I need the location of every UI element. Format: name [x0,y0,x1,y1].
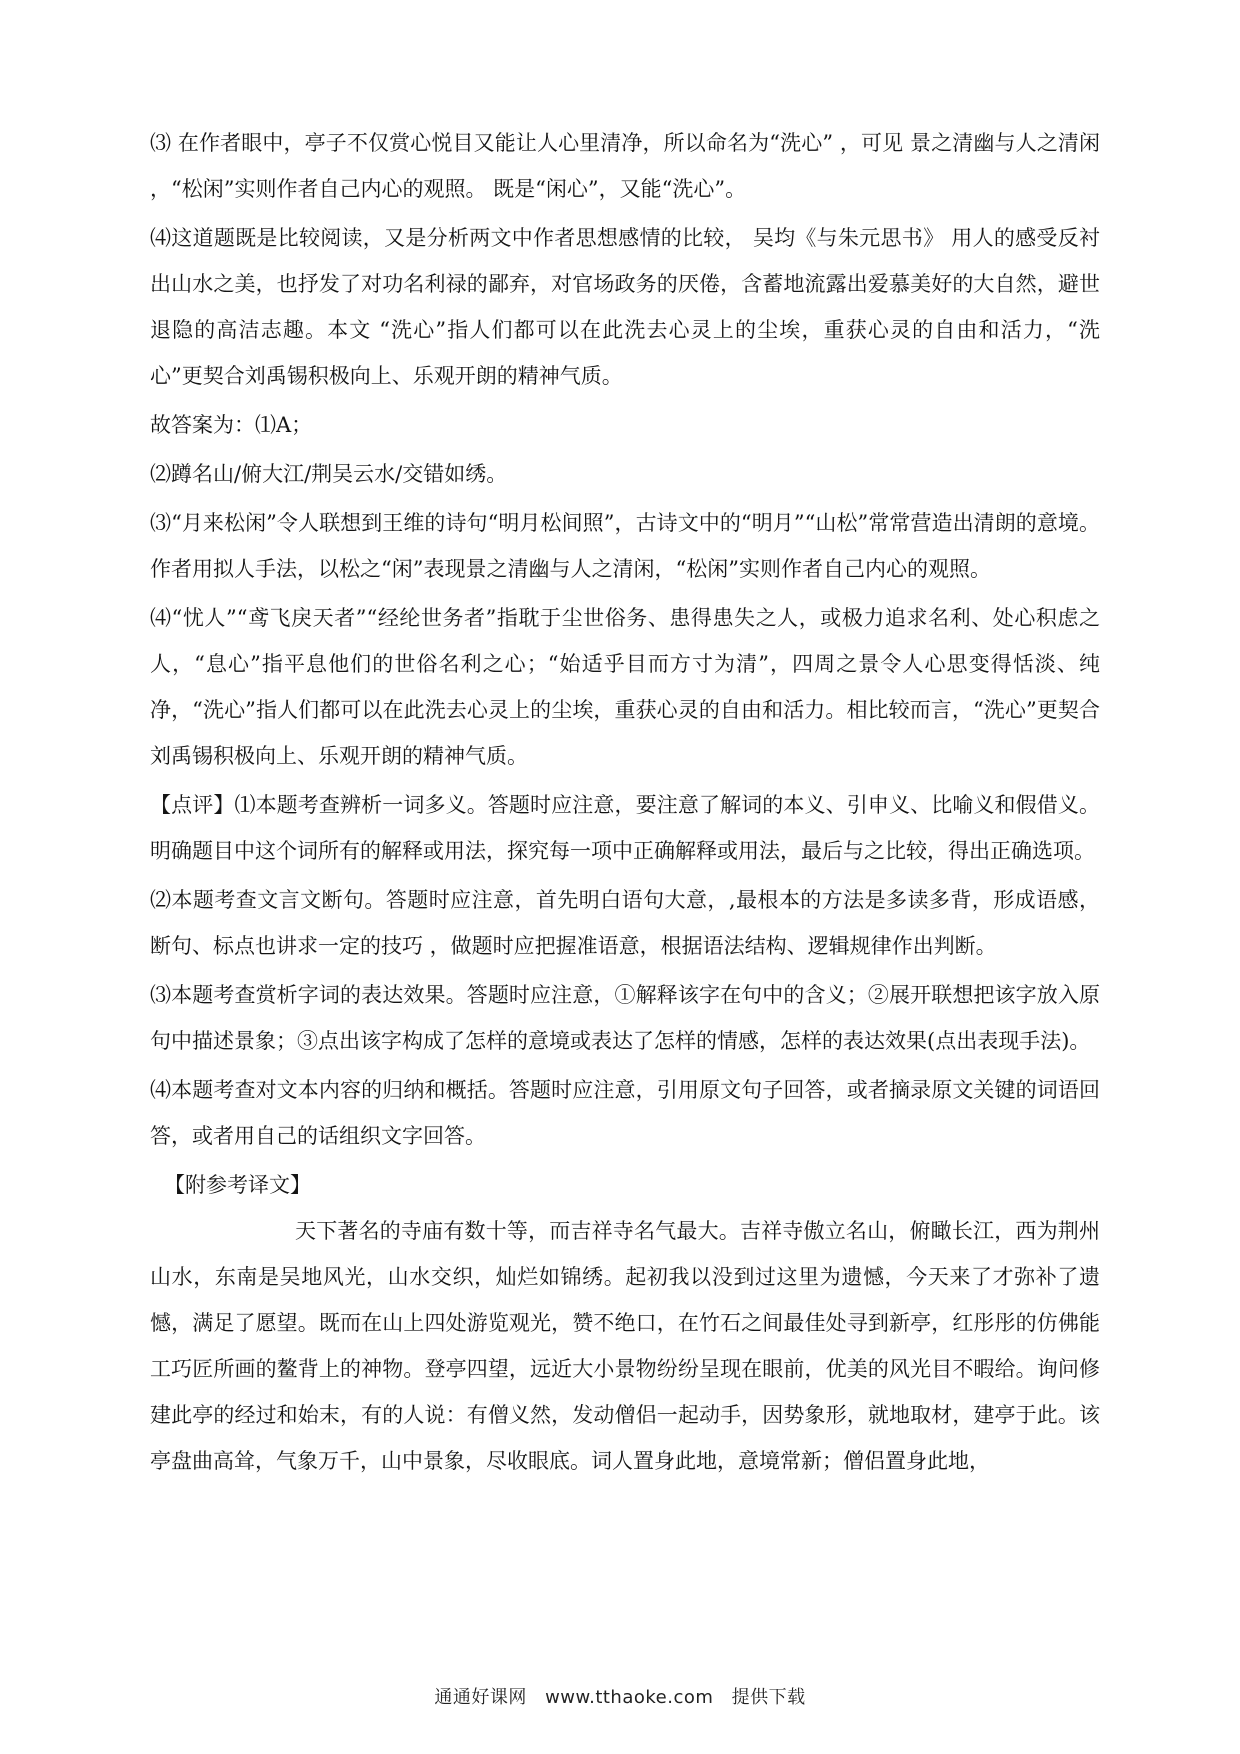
document-page [150,120,1100,1484]
answer-summary-3: ⑶“月来松闲”令人联想到王维的诗句“明月松间照”，古诗文中的“明月”“山松”常常营造出清朗的意境。作者用拟人手法，以松之“闲”表现景之清幽与人之清闲，“松闲”实则作者自己内心的观照。 [150,511,1100,581]
comment-3: ⑶本题考查赏析字词的表达效果。答题时应注意，①解释该字在句中的含义；②展开联想把该字放入原句中描述景象；③点出该字构成了怎样的意境或表达了怎样的情感，怎样的表达效果(点出表现手法)。 [150,983,1100,1053]
comment-2: ⑵本题考查文言文断句。答题时应注意，首先明白语句大意，,最根本的方法是多读多背，形成语感，断句、标点也讲求一定的技巧 ，做题时应把握准语意，根据语法结构、逻辑规律作出判断。 [150,888,1100,958]
answer-paragraph-4: ⑷这道题既是比较阅读，又是分析两文中作者思想感情的比较， 吴均《与朱元思书》 用人的感受反衬出山水之美，也抒发了对功名利禄的鄙弃，对官场政务的厌倦，含蓄地流露出爱慕美好的大自然，避世退隐的高洁志趣。本文 “洗心”指人们都可以在此洗去心灵上的尘埃，重获心灵的自由和活力，“洗心”更契合刘禹锡积极向上、乐观开朗的精神气质。 [150,226,1100,388]
reference-translation-heading: 【附参考译文】 [164,1173,311,1197]
answer-paragraph-3: ⑶ 在作者眼中，亭子不仅赏心悦目又能让人心里清净，所以命名为“洗心” ，可见 景之清幽与人之清闲 ，“松闲”实则作者自己内心的观照。 既是“闲心”，又能“洗心”。 [150,131,1100,201]
comment-1: 【点评】⑴本题考查辨析一词多义。答题时应注意，要注意了解词的本义、引申义、比喻义和假借义。明确题目中这个词所有的解释或用法，探究每一项中正确解释或用法，最后与之比较，得出正确选项。 [150,793,1100,863]
comment-4: ⑷本题考查对文本内容的归纳和概括。答题时应注意，引用原文句子回答，或者摘录原文关键的词语回答，或者用自己的话组织文字回答。 [150,1078,1100,1148]
answer-summary-2: ⑵蹲名山/俯大江/荆吴云水/交错如绣。 [150,462,508,486]
answer-summary-1: 故答案为：⑴A； [150,413,313,437]
footer-url: www.tthaoke.com [545,1687,714,1708]
reference-translation-body: 天下著名的寺庙有数十等，而吉祥寺名气最大。吉祥寺傲立名山，俯瞰长江，西为荆州山水，东南是吴地风光，山水交织，灿烂如锦绣。起初我以没到过这里为遗憾，今天来了才弥补了遗憾，满足了愿望。既而在山上四处游览观光，赞不绝口，在竹石之间最佳处寻到新亭，红彤彤的仿佛能工巧匠所画的鳌背上的神物。登亭四望，远近大小景物纷纷呈现在眼前，优美的风光目不暇给。询问修建此亭的经过和始末，有的人说：有僧义然，发动僧侣一起动手，因势象形，就地取材，建亭于此。该亭盘曲高耸，气象万千，山中景象，尽收眼底。词人置身此地，意境常新；僧侣置身此地， [150,1219,1100,1473]
footer-note: 提供下载 [731,1687,806,1708]
answer-summary-4: ⑷“忧人”“鸢飞戾天者”“经纶世务者”指耽于尘世俗务、患得患失之人，或极力追求名利、处心积虑之人，“息心”指平息他们的世俗名利之心；“始适乎目而方寸为清”，四周之景令人心思变得恬淡、纯净，“洗心”指人们都可以在此洗去心灵上的尘埃，重获心灵的自由和活力。相比较而言，“洗心”更契合刘禹锡积极向上、乐观开朗的精神气质。 [150,606,1100,768]
footer-site-name: 通通好课网 [434,1687,527,1708]
page-footer [0,1683,1240,1709]
